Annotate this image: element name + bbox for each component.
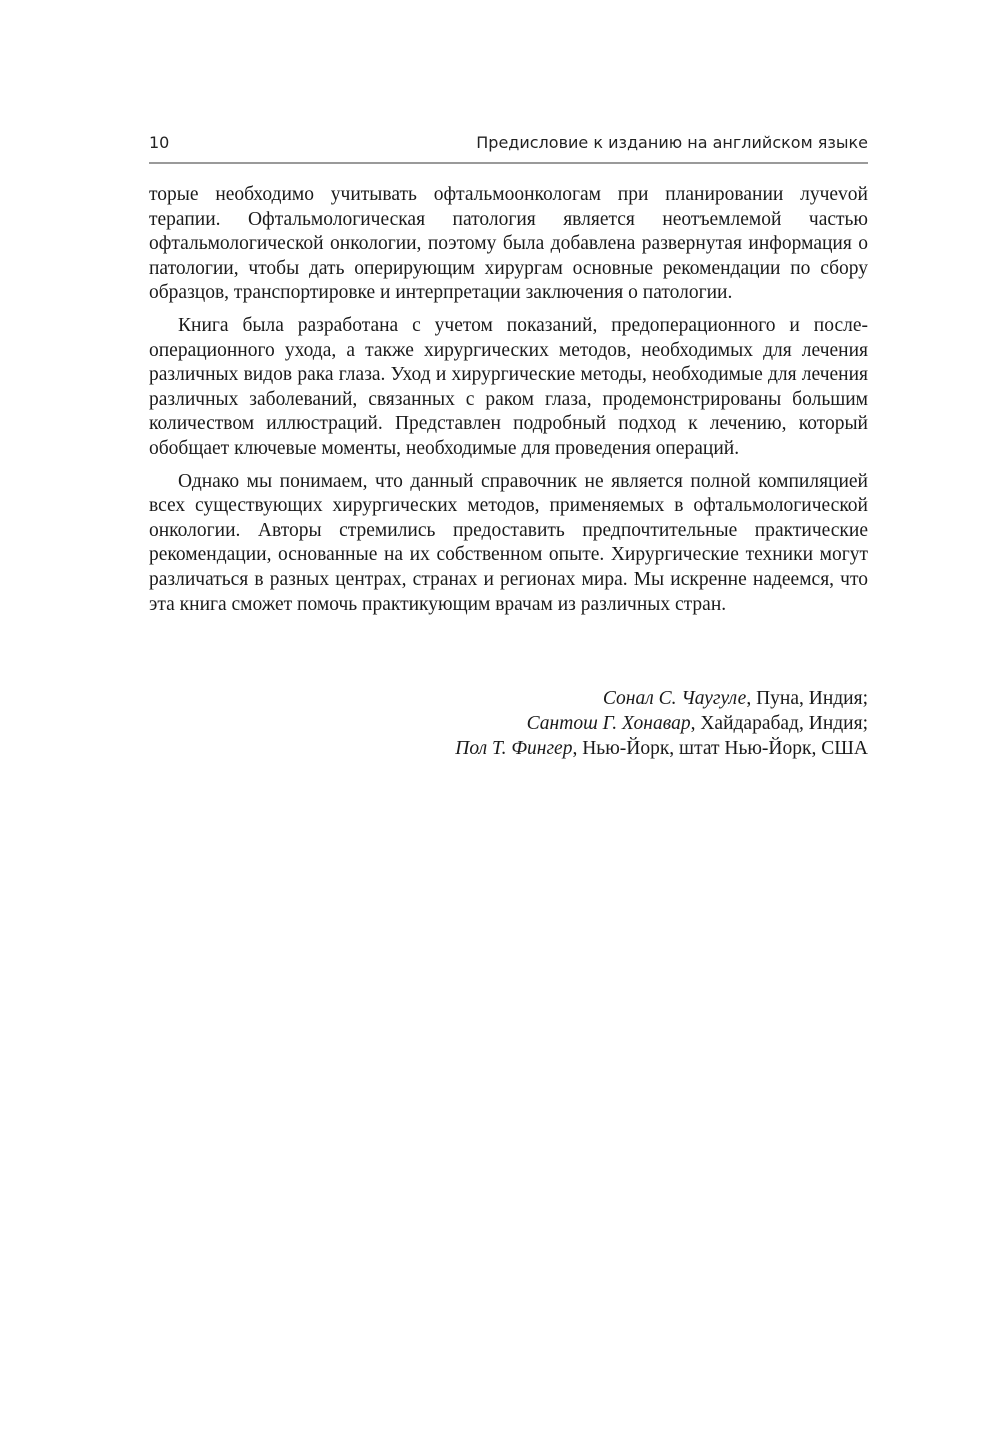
body-text — [149, 183, 868, 625]
author-location: , Нью-Йорк, штат Нью-Йорк, США — [572, 738, 868, 759]
author-name: Сантош Г. Хонавар — [526, 713, 691, 734]
running-title: Предисловие к изданию на английском языке — [476, 133, 868, 152]
author-location: , Хайдарабад, Индия; — [690, 713, 868, 734]
paragraph: Однако мы понимаем, что данный справочник не является полной компиляцией всех существующих хирургических методов, применяемых в офтальмологической онкологии. Авторы стремились предоставить предпочтительные практические рекомендации, основанные на их собственном опыте. Хирургические техники могут различаться в разных центрах, странах и регионах мира. Мы искренне надеемся, что эта книга сможет помочь практикующим врачам из различных стран. — [149, 470, 868, 615]
author-name: Пол Т. Фингер — [455, 738, 573, 759]
page-number: 10 — [149, 133, 170, 152]
signature-line — [149, 711, 868, 736]
signature-line — [149, 686, 868, 711]
signature-block — [149, 686, 868, 761]
author-name: Сонал С. Чаугуле — [602, 688, 747, 709]
page-header — [149, 133, 868, 159]
author-location: , Пуна, Индия; — [746, 688, 868, 709]
paragraph: Книга была разработана с учетом показаний, предоперационного и послеоперационного ухода, а также хирургических методов, необходимых для лечения различных видов рака глаза. Уход и хирургические методы, необходимые для лечения различных заболеваний, связанных с раком глаза, продемонстрированы большим количеством иллюстраций. Представлен подробный подход к лечению, который обобщает ключевые моменты, необходимые для проведения операций. — [149, 314, 868, 459]
header-divider — [149, 162, 868, 164]
signature-line — [149, 736, 868, 761]
paragraph: торые необходимо учитывать офтальмоонкологам при планировании лучеvой терапии. Офтальмологическая патология является неотъемлемой частью офтальмологической онкологии, поэтому была добавлена развернутая информация о патологии, чтобы дать оперирующим хирургам основные рекомендации по сбору образцов, транспортировке и интерпретации заключения о патологии. — [149, 184, 868, 304]
